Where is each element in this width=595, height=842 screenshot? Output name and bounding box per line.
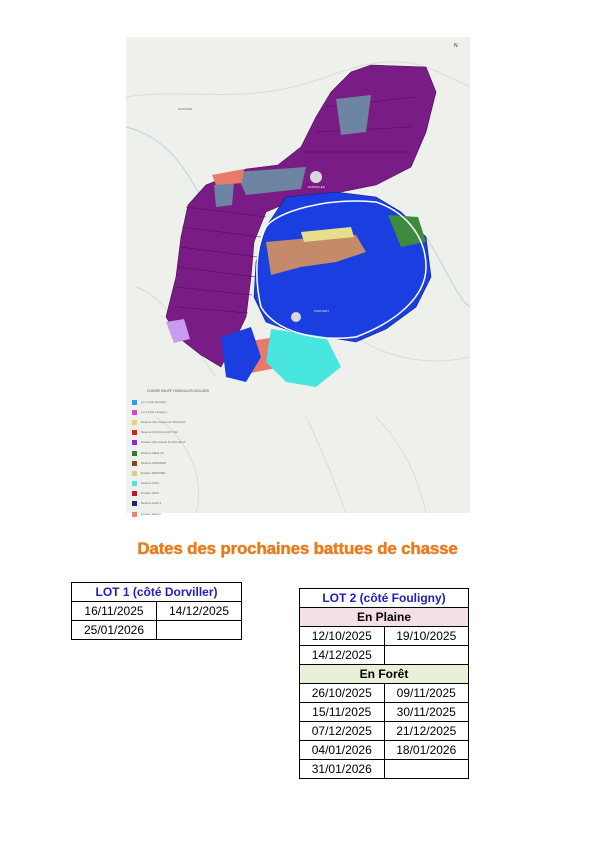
legend-item — [132, 407, 322, 417]
map-legend — [132, 397, 322, 519]
date-cell: 14/12/2025 — [157, 602, 242, 621]
legend-item — [132, 509, 322, 519]
foret-section-label: En Forêt — [300, 665, 469, 684]
legend-item — [132, 448, 322, 458]
legend-label: Enclave HILM — [141, 491, 159, 496]
date-cell: 15/11/2025 — [300, 703, 385, 722]
north-arrow: N — [454, 43, 458, 49]
date-cell: 26/10/2025 — [300, 684, 385, 703]
date-cell: 14/12/2025 — [300, 646, 385, 665]
page-heading: Dates des prochaines battues de chasse — [137, 539, 458, 558]
date-cell: 16/11/2025 — [72, 602, 157, 621]
legend-label: Lot 1 (côté Dorviller) — [141, 399, 167, 404]
legend-swatch — [132, 501, 137, 506]
legend-label: Enclave GFA Joseph de MOLHAUT — [141, 440, 186, 445]
legend-item — [132, 468, 322, 478]
legend-label: Réserve GFA Joseph de MOLHAUT — [141, 419, 186, 424]
table-row — [300, 760, 469, 779]
lot1-table — [71, 582, 242, 640]
date-cell — [384, 760, 469, 779]
date-cell: 30/11/2025 — [384, 703, 469, 722]
table-row — [300, 646, 469, 665]
date-cell — [157, 621, 242, 640]
legend-swatch — [132, 400, 137, 405]
legend-label: Réserve MEOLAS — [141, 450, 164, 455]
plaine-section-label: En Plaine — [300, 608, 469, 627]
lot2-title: LOT 2 (côté Fouligny) — [300, 589, 469, 608]
lot2-table — [299, 588, 469, 779]
legend-swatch — [132, 461, 137, 466]
table-row — [300, 608, 469, 627]
legend-label: Réserve SPRONER — [141, 460, 167, 465]
legend-label: Enclave SPRONER — [141, 470, 166, 475]
legend-swatch — [132, 430, 137, 435]
legend-label: Lot 2 (côté Fouligny) — [141, 409, 167, 414]
date-cell: 12/10/2025 — [300, 627, 385, 646]
legend-swatch — [132, 451, 137, 456]
table-row — [300, 665, 469, 684]
date-cell: 07/12/2025 — [300, 722, 385, 741]
table-row — [300, 589, 469, 608]
legend-item — [132, 479, 322, 489]
date-cell: 21/12/2025 — [384, 722, 469, 741]
date-cell — [384, 646, 469, 665]
date-cell: 25/01/2026 — [72, 621, 157, 640]
table-row — [72, 583, 242, 602]
table-row — [300, 722, 469, 741]
place-label: DORVILLER — [308, 185, 325, 189]
legend-item — [132, 458, 322, 468]
legend-label: Réserve HILM 2 — [141, 501, 162, 506]
legend-swatch — [132, 481, 137, 486]
legend-label: Réserve GFA COLLE ET CIE — [141, 430, 178, 435]
legend-item — [132, 417, 322, 427]
legend-item — [132, 489, 322, 499]
legend-label: Réserve HILM — [141, 481, 159, 486]
legend-swatch — [132, 440, 137, 445]
table-row — [72, 602, 242, 621]
lot1-title: LOT 1 (côté Dorviller) — [72, 583, 242, 602]
legend-swatch — [132, 420, 137, 425]
legend-swatch — [132, 491, 137, 496]
legend-swatch — [132, 471, 137, 476]
legend-item — [132, 397, 322, 407]
legend-swatch — [132, 512, 137, 517]
legend-label: Enclave HILM 2 — [141, 511, 161, 516]
table-row — [300, 703, 469, 722]
date-cell: 19/10/2025 — [384, 627, 469, 646]
date-cell: 31/01/2026 — [300, 760, 385, 779]
place-label: MOINDRE — [178, 107, 193, 111]
date-cell: 18/01/2026 — [384, 741, 469, 760]
table-row — [300, 741, 469, 760]
table-row — [72, 621, 242, 640]
date-cell: 09/11/2025 — [384, 684, 469, 703]
table-row — [300, 684, 469, 703]
map-legend-title: CHASSE HAUTE VIGNEULLES 2024-2025 — [147, 389, 209, 393]
legend-item — [132, 499, 322, 509]
legend-swatch — [132, 410, 137, 415]
legend-item — [132, 428, 322, 438]
date-cell: 04/01/2026 — [300, 741, 385, 760]
place-label: FOULIGNY — [314, 309, 330, 313]
legend-item — [132, 438, 322, 448]
table-row — [300, 627, 469, 646]
